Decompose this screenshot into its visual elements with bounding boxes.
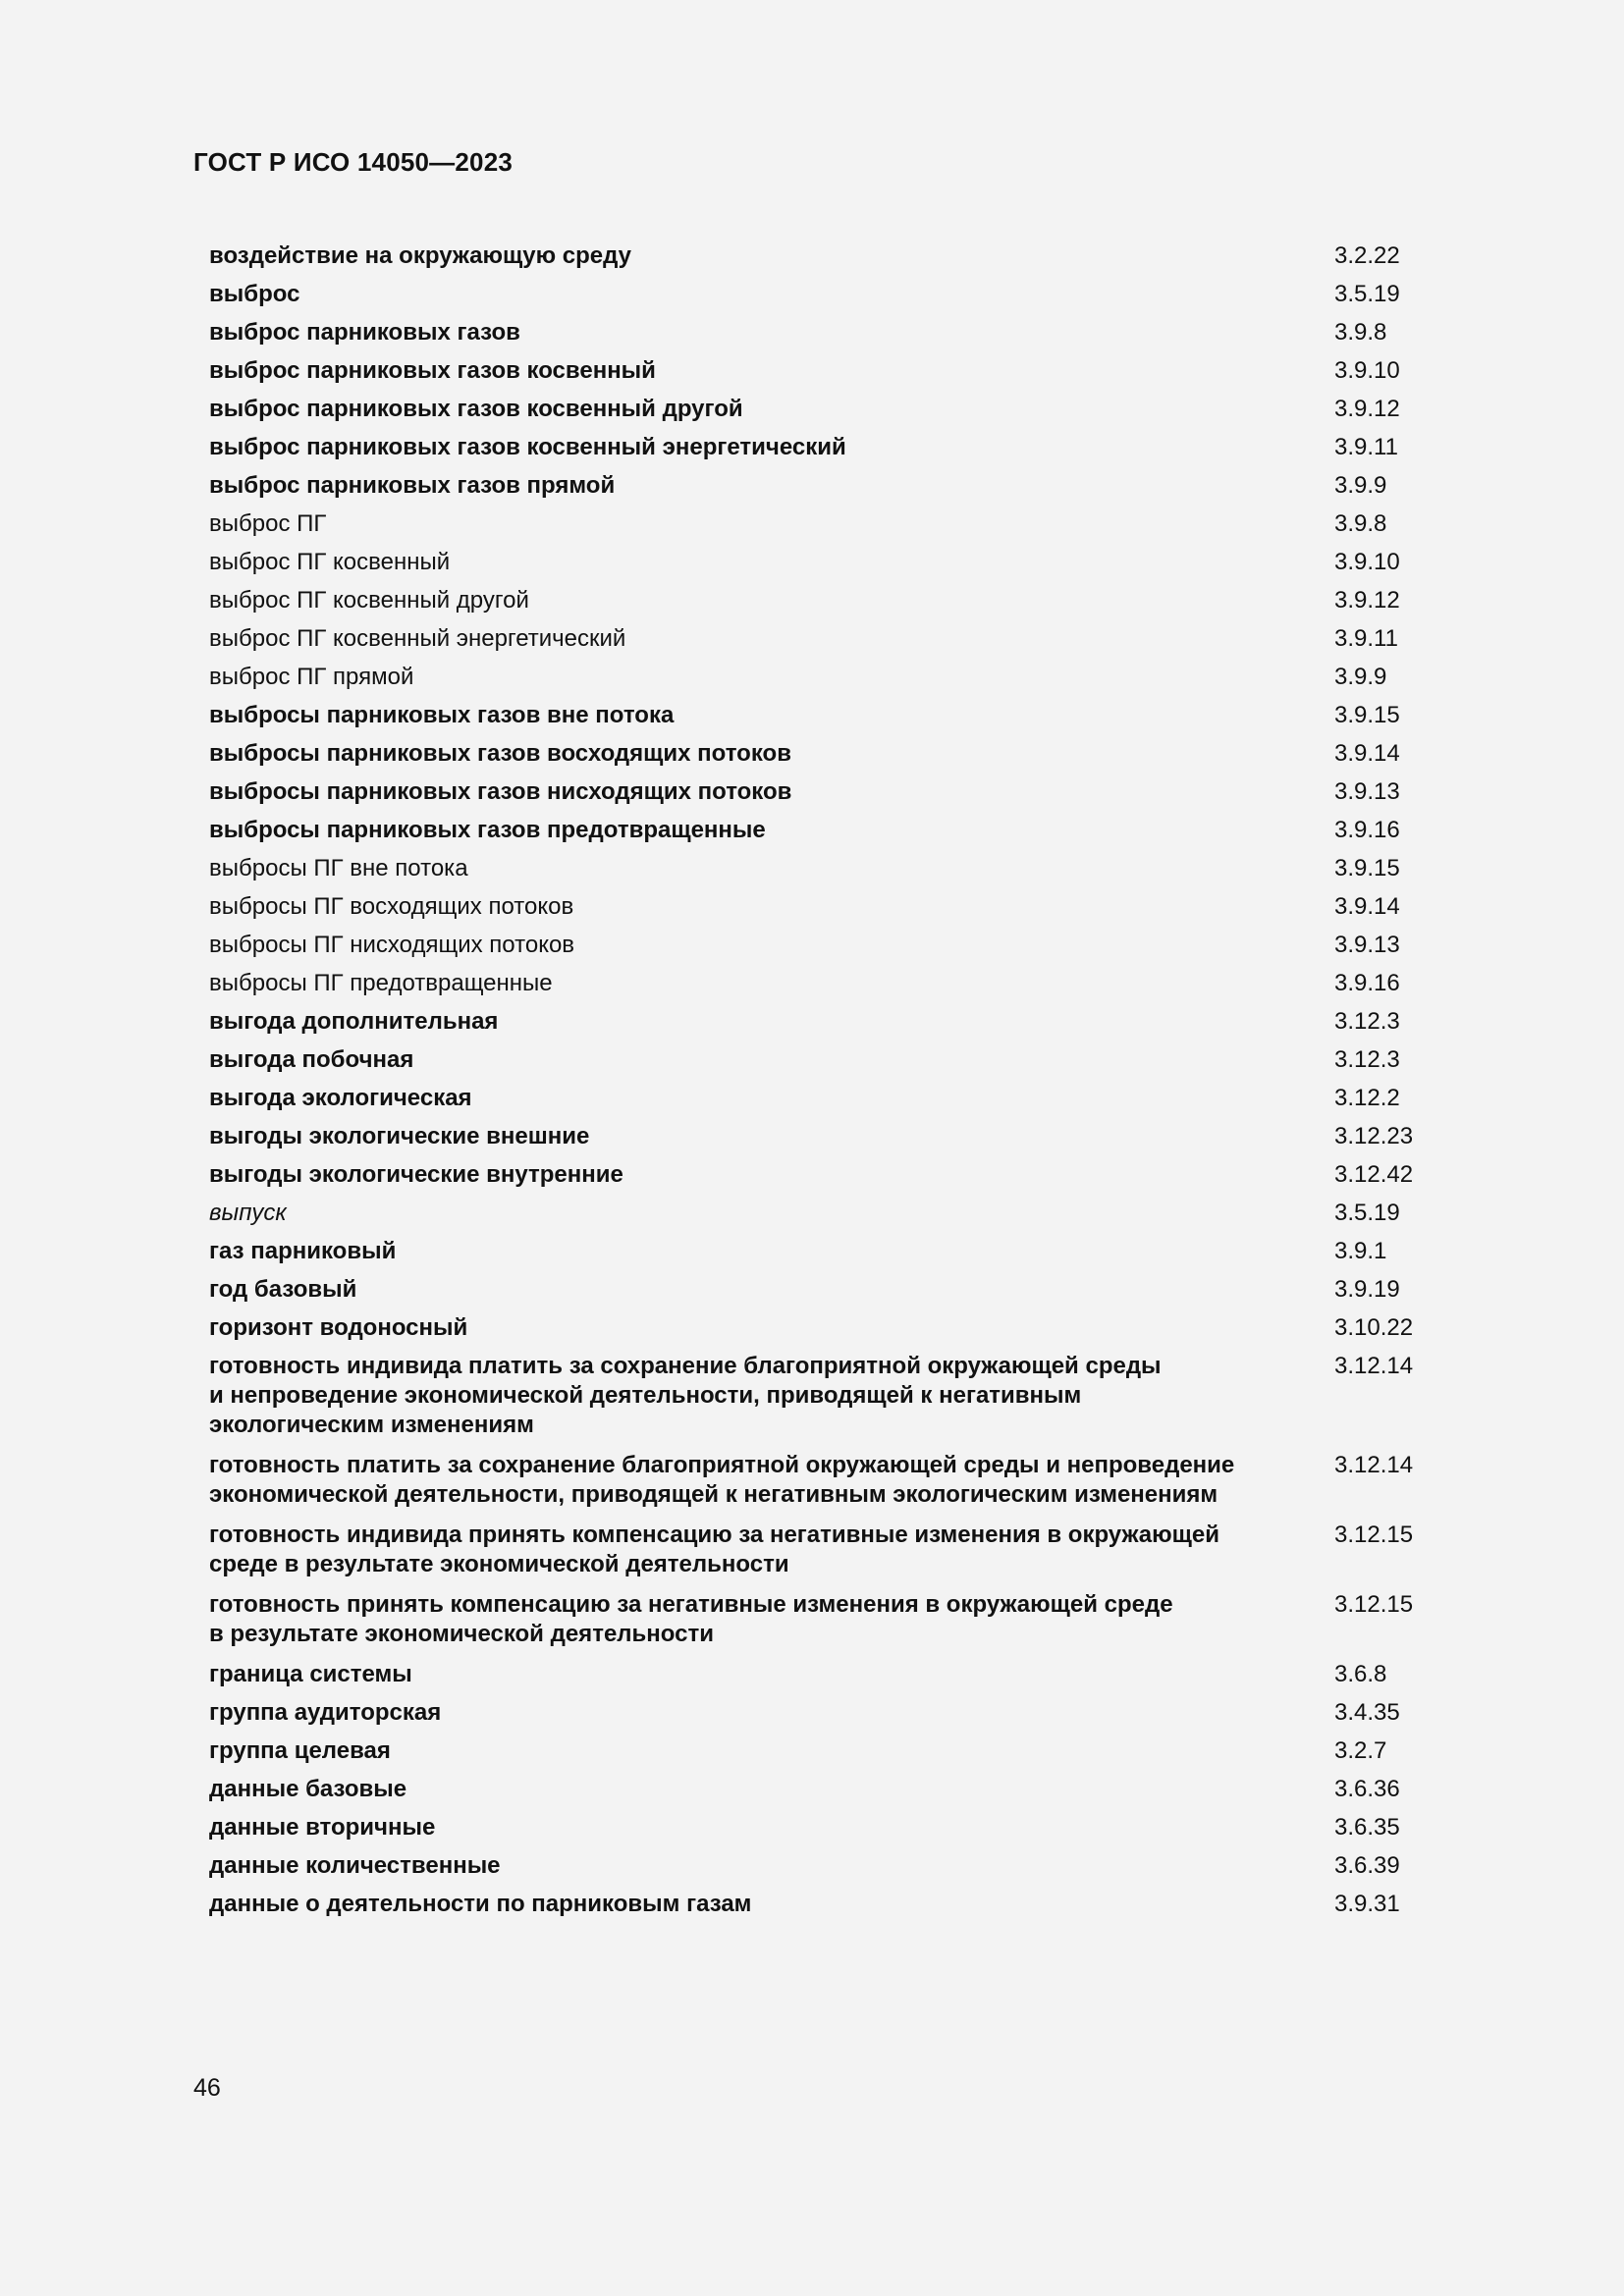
index-term: выброс ПГ прямой <box>209 664 414 690</box>
index-reference: 3.5.19 <box>1334 281 1400 307</box>
index-term: данные базовые <box>209 1776 407 1802</box>
index-entry <box>209 1122 1446 1151</box>
index-reference: 3.9.12 <box>1334 587 1400 614</box>
index-entry <box>209 816 1446 845</box>
index-reference: 3.6.35 <box>1334 1814 1400 1841</box>
index-term: выброс парниковых газов косвенный другой <box>209 396 743 422</box>
index-entry <box>209 1890 1446 1919</box>
index-entry <box>209 739 1446 769</box>
index-term: выбросы парниковых газов восходящих потоков <box>209 740 791 767</box>
index-entry <box>209 1813 1446 1842</box>
index-entry <box>209 1775 1446 1804</box>
index-entry <box>209 1160 1446 1190</box>
index-reference: 3.5.19 <box>1334 1200 1400 1226</box>
index-term: группа аудиторская <box>209 1699 442 1726</box>
index-entry <box>209 471 1446 501</box>
index-term: газ парниковый <box>209 1238 397 1264</box>
index-term: выгоды экологические внутренние <box>209 1161 623 1188</box>
index-reference: 3.12.15 <box>1334 1591 1414 1618</box>
index-entry <box>209 777 1446 807</box>
index-reference: 3.12.3 <box>1334 1008 1400 1035</box>
index-entry <box>209 1045 1446 1075</box>
index-reference: 3.12.42 <box>1334 1161 1414 1188</box>
index-reference: 3.6.39 <box>1334 1852 1400 1879</box>
index-term: выброс ПГ косвенный <box>209 549 451 575</box>
index-entry <box>209 1590 1446 1649</box>
index-reference: 3.9.10 <box>1334 357 1400 384</box>
index-reference: 3.2.22 <box>1334 242 1400 269</box>
index-reference: 3.12.23 <box>1334 1123 1414 1149</box>
index-reference: 3.9.13 <box>1334 932 1400 958</box>
index-entry <box>209 624 1446 654</box>
index-entry <box>209 1451 1446 1510</box>
index-term: выгоды экологические внешние <box>209 1123 590 1149</box>
index-entry <box>209 280 1446 309</box>
index-term: воздействие на окружающую среду <box>209 242 631 269</box>
index-reference: 3.9.16 <box>1334 817 1400 843</box>
index-term: выбросы парниковых газов предотвращенные <box>209 817 766 843</box>
index-term: данные вторичные <box>209 1814 436 1841</box>
index-reference: 3.9.19 <box>1334 1276 1400 1303</box>
index-entry <box>209 1851 1446 1881</box>
index-entry <box>209 663 1446 692</box>
index-reference: 3.9.12 <box>1334 396 1400 422</box>
page-number: 46 <box>193 2074 221 2102</box>
index-entry <box>209 1660 1446 1689</box>
index-reference: 3.9.15 <box>1334 855 1400 881</box>
index-entry <box>209 395 1446 424</box>
index-term: выбросы ПГ нисходящих потоков <box>209 932 575 958</box>
index-entry <box>209 586 1446 615</box>
index-term: выгода экологическая <box>209 1085 472 1111</box>
index-term: выбросы парниковых газов нисходящих потоков <box>209 778 792 805</box>
index-reference: 3.12.14 <box>1334 1452 1414 1478</box>
index-term: выброс парниковых газов косвенный энергетический <box>209 434 846 460</box>
index-reference: 3.9.9 <box>1334 472 1387 499</box>
index-entry <box>209 931 1446 960</box>
index-entry <box>209 1521 1446 1579</box>
index-term: выпуск <box>209 1200 287 1226</box>
index-term: выбросы ПГ восходящих потоков <box>209 893 574 920</box>
index-entry <box>209 1736 1446 1766</box>
index-reference: 3.9.13 <box>1334 778 1400 805</box>
index-term: выброс ПГ <box>209 510 327 537</box>
index-term: готовность принять компенсацию за негативные изменения в окружающей среде в результате экономической деятельности <box>209 1591 1173 1647</box>
index-entry <box>209 548 1446 577</box>
index-term: выброс ПГ косвенный другой <box>209 587 529 614</box>
index-reference: 3.9.14 <box>1334 893 1400 920</box>
index-term: данные количественные <box>209 1852 501 1879</box>
index-entry <box>209 1352 1446 1440</box>
index-entry <box>209 892 1446 922</box>
index-reference: 3.9.1 <box>1334 1238 1387 1264</box>
index-entry <box>209 1698 1446 1728</box>
index-reference: 3.12.3 <box>1334 1046 1400 1073</box>
index-term: выброс парниковых газов <box>209 319 520 346</box>
index-term: группа целевая <box>209 1737 391 1764</box>
index-reference: 3.9.10 <box>1334 549 1400 575</box>
index-reference: 3.12.2 <box>1334 1085 1400 1111</box>
alphabetical-index <box>209 241 1446 1928</box>
index-term: готовность платить за сохранение благоприятной окружающей среды и непроведение экономической деятельности, приводящей к негативным экологическим изменениям <box>209 1452 1235 1508</box>
index-reference: 3.9.31 <box>1334 1891 1400 1917</box>
index-term: данные о деятельности по парниковым газам <box>209 1891 752 1917</box>
index-term: горизонт водоносный <box>209 1314 468 1341</box>
index-reference: 3.6.8 <box>1334 1661 1387 1687</box>
index-term: выбросы ПГ предотвращенные <box>209 970 553 996</box>
index-term: выброс ПГ косвенный энергетический <box>209 625 626 652</box>
index-term: выбросы ПГ вне потока <box>209 855 468 881</box>
index-term: год базовый <box>209 1276 357 1303</box>
index-reference: 3.10.22 <box>1334 1314 1414 1341</box>
index-reference: 3.12.15 <box>1334 1522 1414 1548</box>
index-term: выбросы парниковых газов вне потока <box>209 702 675 728</box>
index-reference: 3.9.11 <box>1334 434 1398 460</box>
index-term: выгода побочная <box>209 1046 414 1073</box>
index-reference: 3.9.9 <box>1334 664 1387 690</box>
index-entry <box>209 241 1446 271</box>
index-entry <box>209 509 1446 539</box>
index-term: готовность индивида принять компенсацию за негативные изменения в окружающей среде в результате экономической деятельности <box>209 1522 1219 1577</box>
index-reference: 3.2.7 <box>1334 1737 1387 1764</box>
index-entry <box>209 433 1446 462</box>
index-entry <box>209 1199 1446 1228</box>
index-reference: 3.9.14 <box>1334 740 1400 767</box>
index-term: выгода дополнительная <box>209 1008 499 1035</box>
index-term: граница системы <box>209 1661 412 1687</box>
index-entry <box>209 356 1446 386</box>
index-entry <box>209 1313 1446 1343</box>
index-reference: 3.9.15 <box>1334 702 1400 728</box>
index-term: выброс парниковых газов косвенный <box>209 357 656 384</box>
index-entry <box>209 1007 1446 1037</box>
index-reference: 3.9.11 <box>1334 625 1398 652</box>
document-header: ГОСТ Р ИСО 14050—2023 <box>193 147 514 177</box>
index-term: выброс <box>209 281 300 307</box>
index-term: готовность индивида платить за сохранение благоприятной окружающей среды и непроведение экономической деятельности, приводящей к негативным экологическим изменениям <box>209 1353 1162 1438</box>
index-entry <box>209 1237 1446 1266</box>
index-entry <box>209 1275 1446 1305</box>
index-entry <box>209 969 1446 998</box>
index-reference: 3.9.16 <box>1334 970 1400 996</box>
index-entry <box>209 701 1446 730</box>
index-reference: 3.12.14 <box>1334 1353 1414 1379</box>
index-reference: 3.9.8 <box>1334 510 1387 537</box>
index-entry <box>209 318 1446 347</box>
index-entry <box>209 854 1446 883</box>
index-reference: 3.4.35 <box>1334 1699 1400 1726</box>
index-entry <box>209 1084 1446 1113</box>
index-reference: 3.9.8 <box>1334 319 1387 346</box>
index-reference: 3.6.36 <box>1334 1776 1400 1802</box>
index-term: выброс парниковых газов прямой <box>209 472 616 499</box>
